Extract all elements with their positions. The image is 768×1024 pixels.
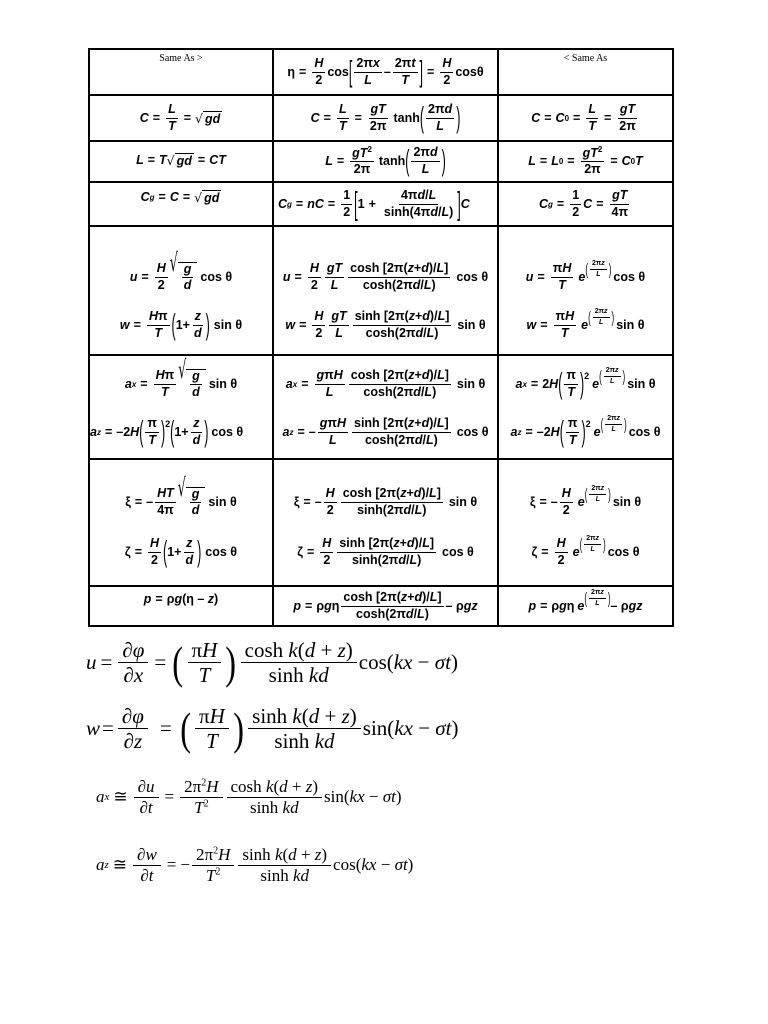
wavelength-shallow: L = T √ gd = CT: [136, 152, 226, 168]
velocity-shallow: [90, 227, 272, 354]
header-deep: < Same As: [563, 53, 608, 64]
horizontal-acceleration-equation: a x ≅ $\frac{\partial u}{\partial t}$ = $\frac{2\pi^2H}{T^2}$ $\frac{\text{cosh k(d + z)}}{\text{sinh kd}}$ sin(kx − σt): [96, 777, 402, 817]
velocity-shallow-u: u = $\frac{H}{2}$ √ $\frac{g}{d}$ cos θ: [129, 246, 233, 292]
acceleration-deep-az: a z = –2H ( $\frac{\pi}{T}$ ) 2 e ( $\frac{2\pi z}{L}$ ) cos θ: [510, 415, 661, 449]
acceleration-deep-ax: a x = 2H ( $\frac{\pi}{T}$ ) 2 e ( $\frac{2\pi z}{L}$ ) sin θ: [515, 367, 656, 401]
displacement-shallow-zeta: ζ = $\frac{H}{2}$ ( 1+ $\frac{z}{d}$ ) cos θ: [124, 535, 238, 569]
horizontal-velocity-equation: u = $\frac{\partial\varphi}{\partial x}$ = ( $\frac{\pi H}{T}$ ) $\frac{\text{cosh k(d + z)}}{\text{sinh kd}}$ cos(kx − σt): [86, 637, 458, 688]
header-shallow: Same As >: [159, 53, 203, 64]
group-velocity-intermediate: C g = nC = $\frac{1}{2}$ [ 1 + $\frac{4\pi d/L}{\sinh(4\pi d/L)}$ ] C: [278, 185, 470, 223]
pressure-deep: p = ρgη e ( $\frac{2\pi z}{L}$ ) – ρgz: [528, 589, 643, 613]
acceleration-shallow: [90, 353, 272, 458]
displacement-shallow: [90, 460, 272, 585]
displacement-deep-zeta: ζ = $\frac{H}{2}$ e ( $\frac{2\pi z}{L}$ ) cos θ: [531, 535, 640, 567]
celerity-intermediate: C = $\frac{L}{T}$ = $\frac{gT}{2\pi}$ tanh ( $\frac{2\pi d}{L}$ ): [310, 101, 461, 135]
pressure-shallow: p = ρg(η – z): [143, 592, 219, 606]
group-velocity-shallow: C g = C = √ gd: [140, 189, 220, 205]
celerity-shallow: C = $\frac{L}{T}$ = √ gd: [139, 102, 221, 133]
acceleration-intermediate-ax: a x = $\frac{\text{gπH}}{L}$ $\frac{\cosh [2\pi(z+d)/L]}{\cosh(2\pi d/L)}$ sin θ: [285, 368, 486, 399]
displacement-intermediate: [274, 460, 497, 585]
wave-theory-table: [88, 48, 674, 627]
velocity-deep: [499, 227, 672, 354]
celerity-deep: C = C 0 = $\frac{L}{T}$ = $\frac{gT}{2\pi}$: [531, 102, 636, 133]
acceleration-intermediate: [274, 356, 497, 458]
acceleration-shallow-ax: a x = $\frac{H\pi}{T}$ √ $\frac{g}{d}$ sin θ: [124, 353, 238, 399]
displacement-shallow-xi: ξ = – $\frac{HT}{4\pi}$ √ $\frac{g}{d}$ sin θ: [125, 471, 237, 517]
vertical-acceleration-equation: a z ≅ $\frac{\partial w}{\partial t}$ = − $\frac{2\pi^2H}{T^2}$ $\frac{\text{sinh k(d + z)}}{\text{sinh kd}}$ cos(kx − σt): [96, 845, 414, 885]
displacement-intermediate-zeta: ζ = $\frac{H}{2}$ $\frac{\sinh [2\pi(z+d)/L]}{\sinh(2\pi d/L)}$ cos θ: [297, 536, 474, 567]
wavelength-deep: L = L 0 = $\frac{gT^2}{2\pi}$ = C 0 T: [528, 144, 643, 177]
vertical-velocity-equation: w = $\frac{\partial\varphi}{\partial z}$ = ( $\frac{\pi H}{T}$ ) $\frac{\text{sinh k(d + z)}}{\text{sinh kd}}$ sin(kx − σt): [86, 703, 459, 754]
pressure-intermediate: p = ρgη $\frac{\cosh [2\pi(z+d)/L]}{\cosh(2\pi d/L)}$ – ρgz: [293, 590, 478, 621]
surface-profile-equation: η = $\frac{H}{2}$ cos [ $\frac{2\pi x}{L}$ – $\frac{2\pi t}{T}$ ] = $\frac{H}{2}$ cosθ: [287, 55, 484, 89]
velocity-deep-w: w = $\frac{\pi H}{T}$ e ( $\frac{2\pi z}{L}$ ) sin θ: [526, 308, 645, 340]
displacement-intermediate-xi: ξ = – $\frac{H}{2}$ $\frac{\cosh [2\pi(z+d)/L]}{\sinh(2\pi d/L)}$ sin θ: [293, 486, 478, 517]
acceleration-intermediate-az: a z = – $\frac{\text{gπH}}{L}$ $\frac{\sinh [2\pi(z+d)/L]}{\cosh(2\pi d/L)}$ cos θ: [282, 416, 489, 447]
acceleration-shallow-az: a z = –2H ( $\frac{\pi}{T}$ ) 2 ( 1+ $\frac{z}{d}$ ) cos θ: [90, 415, 244, 449]
velocity-intermediate: [274, 227, 497, 354]
displacement-deep: [499, 460, 672, 585]
group-velocity-deep: C g = $\frac{1}{2}$ C = $\frac{gT}{4\pi}$: [538, 188, 629, 219]
velocity-deep-u: u = $\frac{\pi H}{T}$ e ( $\frac{2\pi z}{L}$ ) cos θ: [525, 260, 646, 292]
displacement-deep-xi: ξ = – $\frac{H}{2}$ e ( $\frac{2\pi z}{L}$ ) sin θ: [529, 485, 642, 517]
velocity-intermediate-w: w = $\frac{H}{2}$ $\frac{gT}{L}$ $\frac{\sinh [2\pi(z+d)/L]}{\cosh(2\pi d/L)}$ sin θ: [285, 309, 486, 340]
velocity-shallow-w: w = $\frac{H\pi}{T}$ ( 1+ $\frac{z}{d}$ ) sin θ: [119, 308, 243, 342]
wavelength-intermediate: L = $\frac{gT^2}{2\pi}$ tanh ( $\frac{2\pi d}{L}$ ): [325, 144, 446, 178]
velocity-intermediate-u: u = $\frac{H}{2}$ $\frac{gT}{L}$ $\frac{\cosh [2\pi(z+d)/L]}{\cosh(2\pi d/L)}$ cos θ: [282, 261, 489, 292]
acceleration-deep: [499, 356, 672, 458]
